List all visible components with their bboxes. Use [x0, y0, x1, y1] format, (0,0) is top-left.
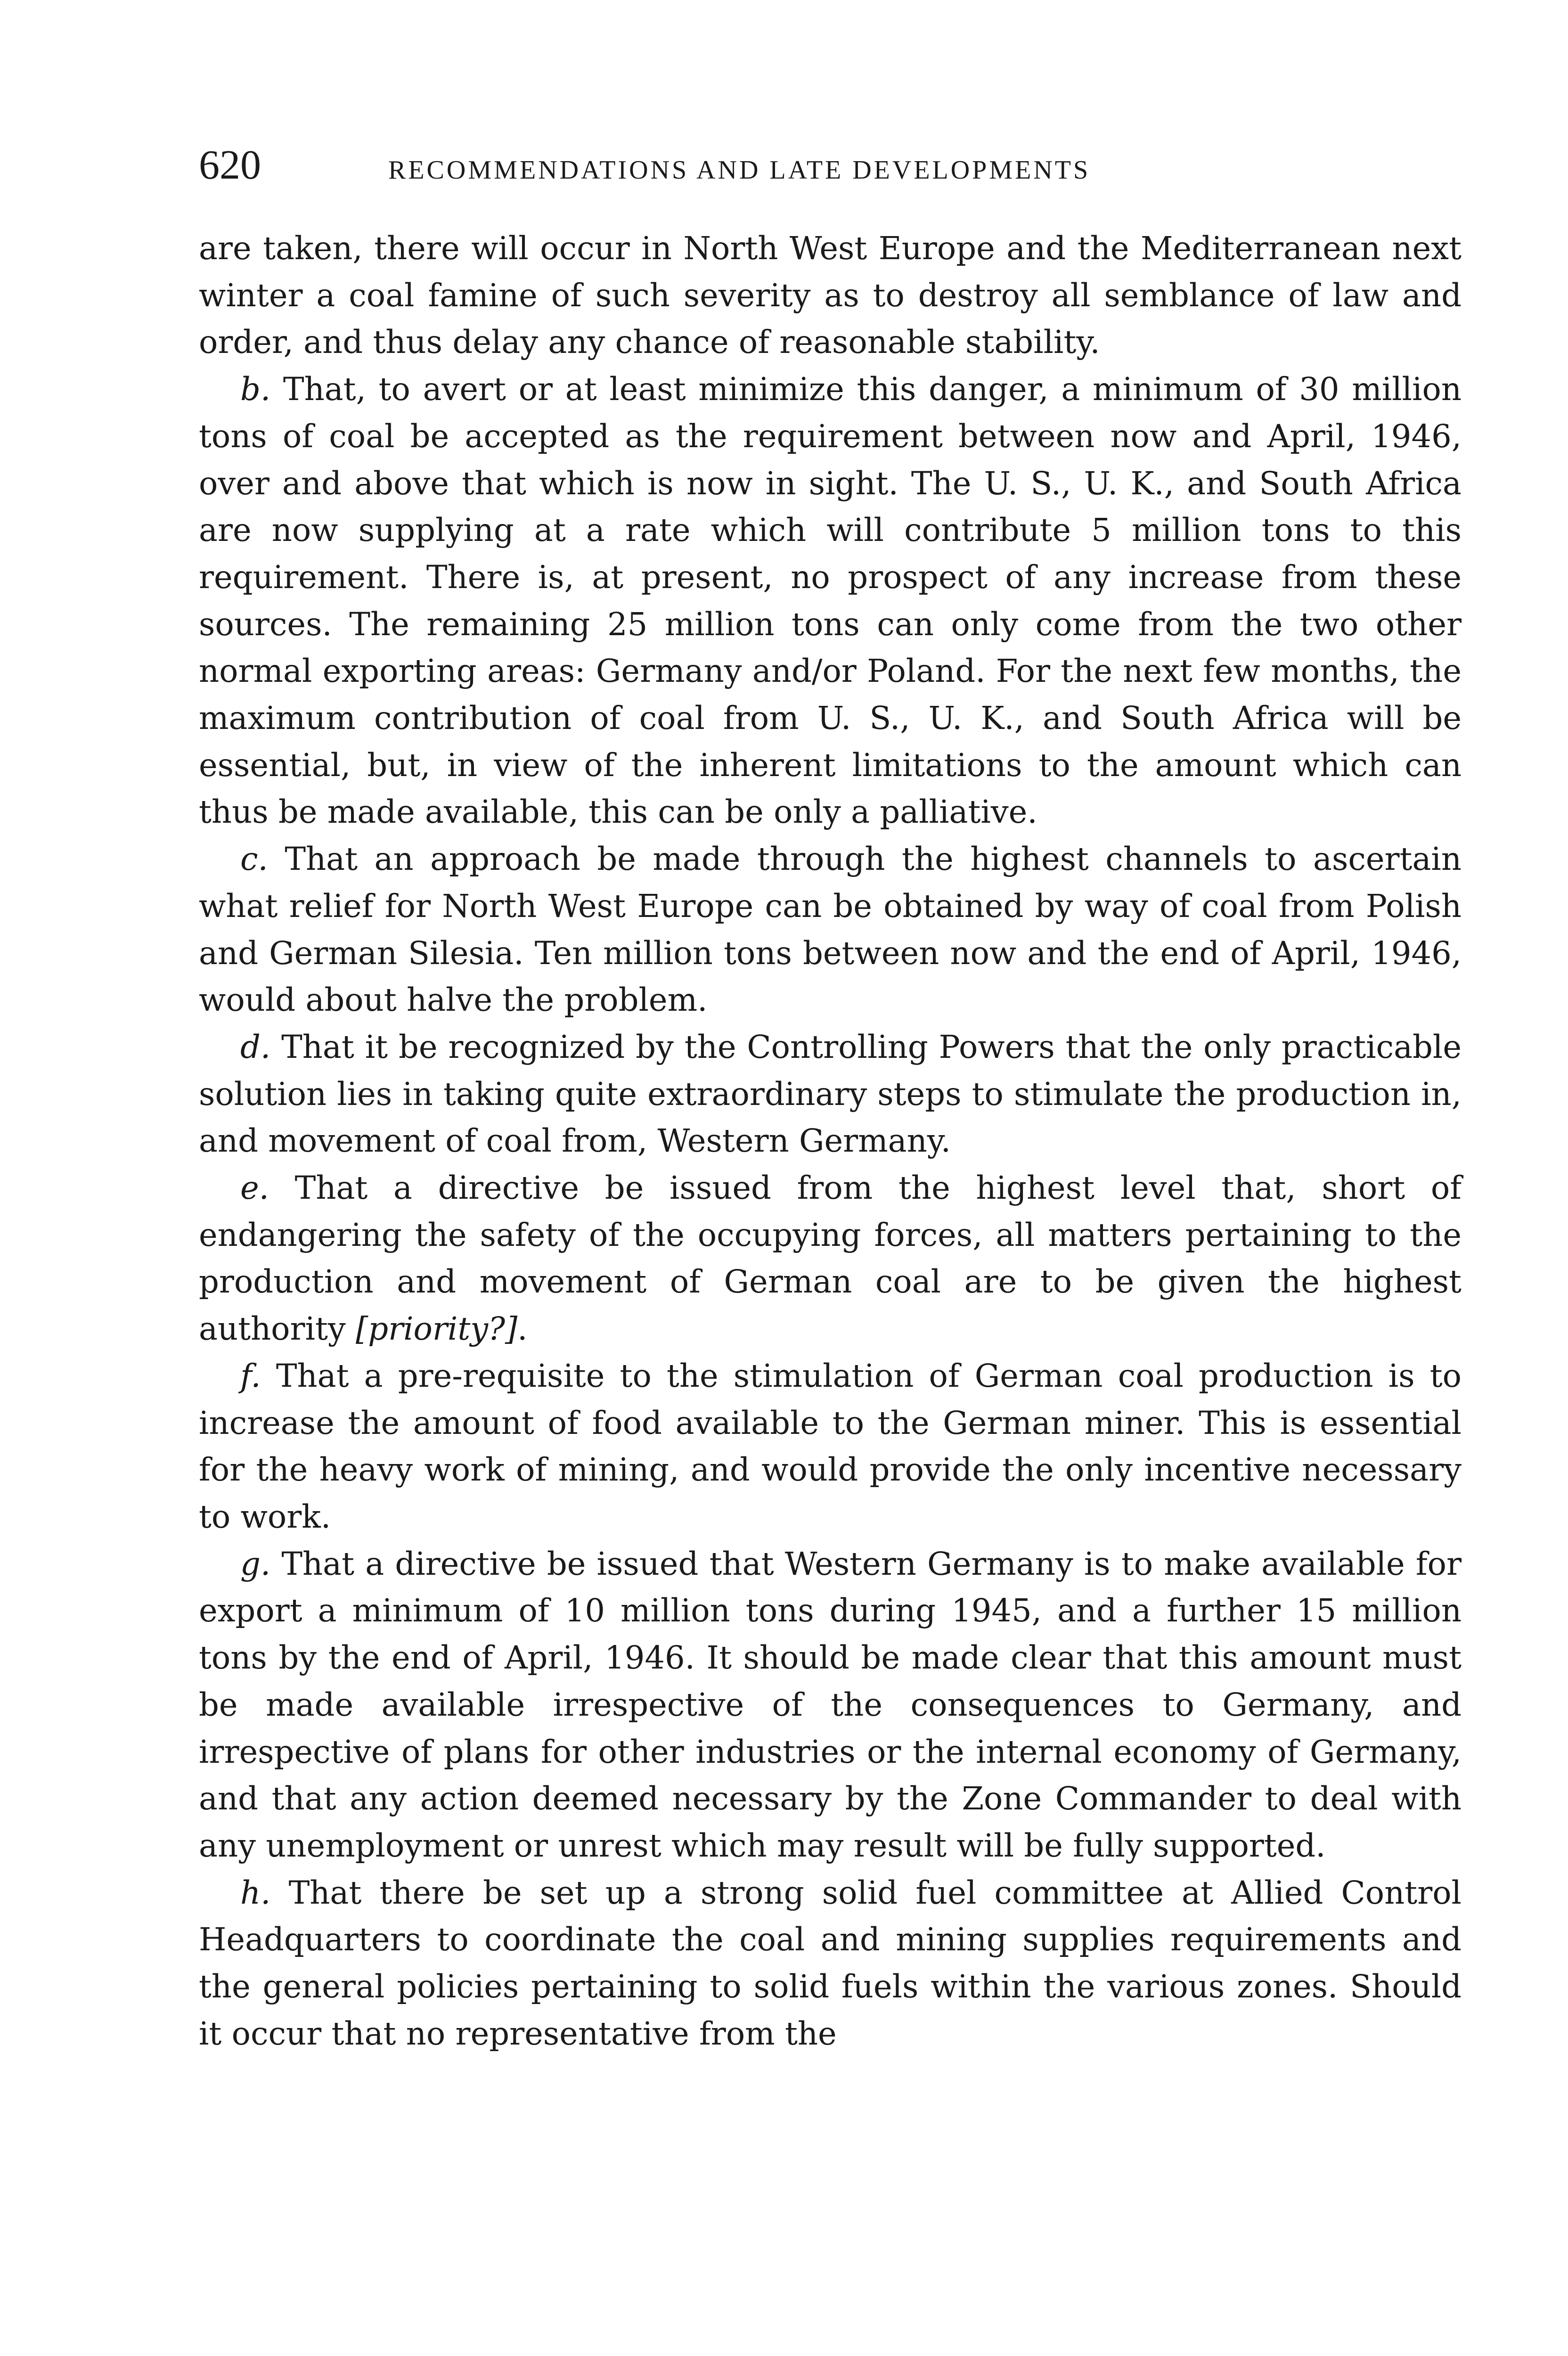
item-letter: f.: [240, 1357, 261, 1394]
paragraph-text: That, to avert or at least minimize this danger, a minimum of 30 million tons of coal be accepted as the requirement between now and April, 1946, over and above that which is now in sight. The U. S., U. K., and South Africa are now supplying at a rate which will contribute 5 million tons to this requirement. There is, at present, no prospect of any increase from these sources. The remaining 25 million tons can only come from the two other normal exporting areas: Germany and/or Poland. For the next few months, the maximum contribution of coal from U. S., U. K., and South Africa will be essential, but, in view of the inherent limitations to the amount which can thus be made available, this can be only a palliative.: [199, 371, 1462, 831]
paragraph-text: That a pre-requisite to the stimulation of German coal production is to increase the amount of food available to the German miner. This is essential for the heavy work of mining, and would provide the only incentive necessary to work.: [199, 1357, 1462, 1535]
item-letter: h.: [240, 1874, 271, 1911]
item-letter: b.: [240, 371, 271, 408]
paragraph-text: That it be recognized by the Controlling Powers that the only practicable solution lies in taking quite extraordinary steps to stimulate the production in, and movement of coal from, Western Germany.: [199, 1028, 1462, 1160]
paragraph-continuation: [199, 225, 1462, 366]
paragraph-g: [199, 1541, 1462, 1870]
body-text: [199, 225, 1462, 2057]
paragraph-b: [199, 366, 1462, 836]
item-letter: g.: [240, 1545, 271, 1582]
item-letter: d.: [240, 1028, 271, 1065]
paragraph-text-end: .: [517, 1310, 528, 1348]
paragraph-text: That an approach be made through the highest channels to ascertain what relief for North West Europe can be obtained by way of coal from Polish and German Silesia. Ten million tons between now and the end of April, 1946, would about halve the problem.: [199, 841, 1462, 1019]
item-letter: e.: [240, 1170, 269, 1207]
running-head: RECOMMENDATIONS AND LATE DEVELOPMENTS: [388, 155, 1091, 185]
paragraph-text: are taken, there will occur in North West Europe and the Mediterranean next winter a coal famine of such severity as to destroy all semblance of law and order, and thus delay any chance of reasonable stability.: [199, 230, 1462, 361]
editorial-note: [priority?]: [356, 1310, 518, 1348]
page-number: 620: [199, 142, 261, 188]
paragraph-c: [199, 836, 1462, 1024]
paragraph-text: That there be set up a strong solid fuel committee at Allied Control Headquarters to coordinate the coal and mining supplies requirements and the general policies pertaining to solid fuels within the various zones. Should it occur that no representative from the: [199, 1874, 1462, 2052]
paragraph-e: [199, 1165, 1462, 1353]
paragraph-d: [199, 1024, 1462, 1165]
page-header: [199, 141, 1462, 193]
document-page: [199, 141, 1462, 2057]
item-letter: c.: [240, 841, 268, 878]
paragraph-text: That a directive be issued from the highest level that, short of endangering the safety of the occupying forces, all matters pertaining to the production and movement of German coal are to be given the highest authority: [199, 1170, 1462, 1348]
paragraph-h: [199, 1870, 1462, 2058]
paragraph-f: [199, 1353, 1462, 1541]
paragraph-text: That a directive be issued that Western Germany is to make available for export a minimum of 10 million tons during 1945, and a further 15 million tons by the end of April, 1946. It should be made clear that this amount must be made available irrespective of the consequences to Germany, and irrespective of plans for other industries or the internal economy of Germany, and that any action deemed necessary by the Zone Commander to deal with any unemployment or unrest which may result will be fully supported.: [199, 1545, 1462, 1864]
